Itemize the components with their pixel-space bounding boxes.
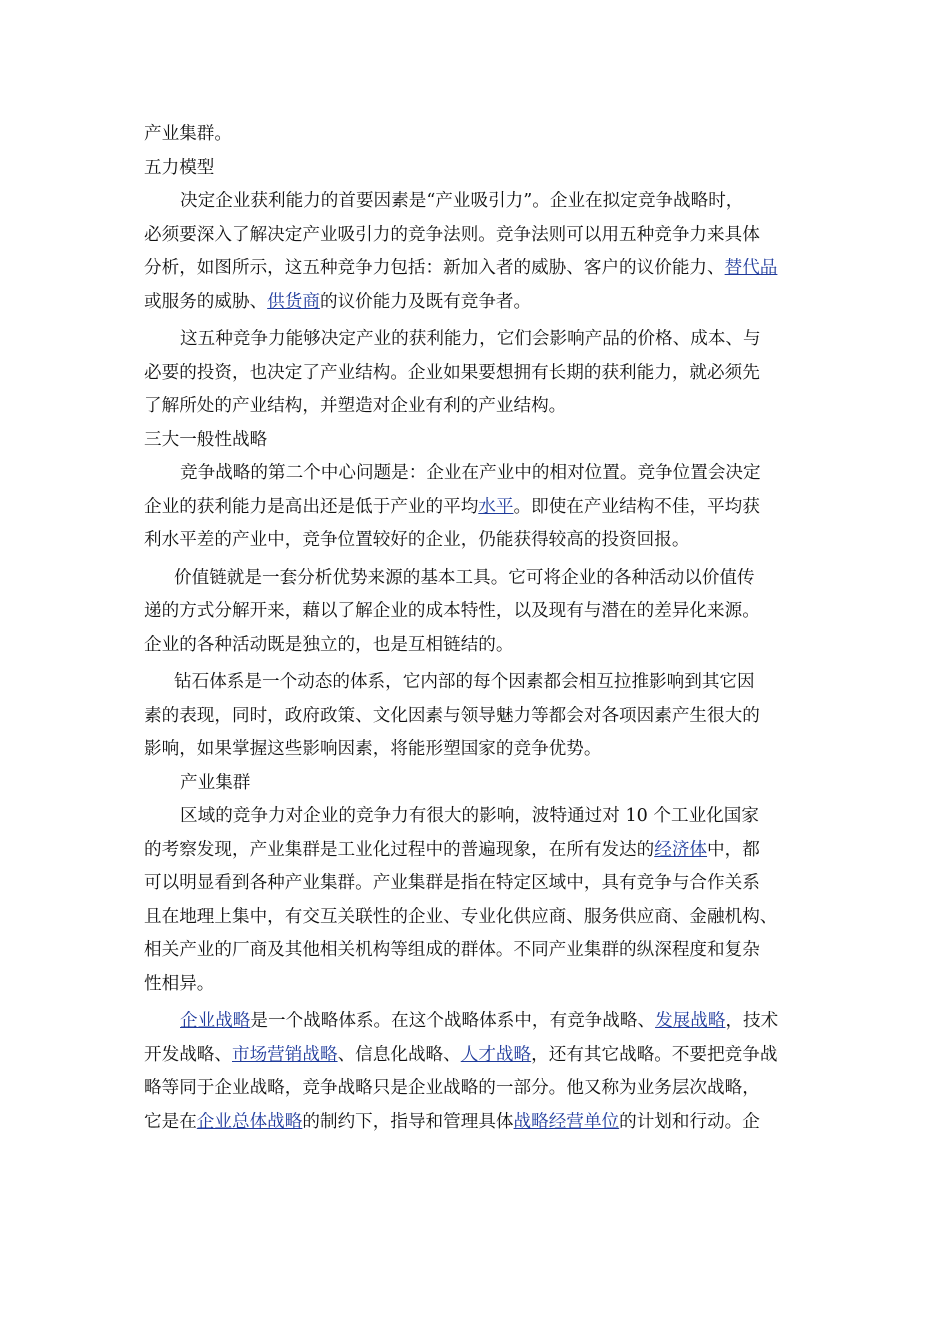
text-span: 、信息化战略、	[337, 1044, 461, 1065]
section-heading-five-forces: 五力模型	[144, 157, 215, 178]
text-line	[144, 252, 808, 286]
text-line: 相关产业的厂商及其他相关机构等组成的群体。不同产业集群的纵深程度和复杂	[144, 940, 760, 960]
text-span: ，还有其它战略。不要把竞争战	[531, 1044, 778, 1065]
text-span: 分析，如图所示，这五种竞争力包括：新加入者的威胁、客户的议价能力、	[144, 258, 725, 278]
text-line	[144, 1005, 808, 1039]
text-line: 决定企业获利能力的首要因素是“产业吸引力”。企业在拟定竞争战略时，	[180, 191, 744, 211]
text-line: 产业集群。	[144, 124, 232, 144]
text-line: 递的方式分解开来，藉以了解企业的成本特性，以及现有与潜在的差异化来源。	[144, 601, 760, 621]
link-economy[interactable]: 经济体	[654, 839, 708, 860]
text-span: 企业的获利能力是高出还是低于产业的平均	[144, 496, 479, 517]
link-overall-strategy[interactable]: 企业总体战略	[196, 1111, 303, 1132]
text-span: 的计划和行动。企	[619, 1111, 760, 1132]
link-substitute[interactable]: 替代品	[724, 258, 778, 278]
text-line	[144, 1039, 808, 1073]
text-span: 的考察发现，产业集群是工业化过程中的普遍现象，在所有发达的	[144, 839, 655, 860]
text-span: 。即使在产业结构不佳，平均获	[513, 496, 760, 517]
section-heading-cluster: 产业集群	[180, 772, 251, 793]
section-heading-three-strategies: 三大一般性战略	[144, 429, 268, 450]
link-level[interactable]: 水平	[478, 496, 514, 517]
text-line: 素的表现，同时，政府政策、文化因素与领导魅力等都会对各项因素产生很大的	[144, 705, 760, 726]
text-line: 可以明显看到各种产业集群。产业集群是指在特定区域中，具有竞争与合作关系	[144, 873, 760, 893]
text-line: 略等同于企业战略，竞争战略只是企业战略的一部分。他又称为业务层次战略，	[144, 1078, 760, 1098]
link-talent-strategy[interactable]: 人才战略	[460, 1044, 532, 1065]
text-line: 企业的各种活动既是独立的，也是互相链结的。	[144, 634, 514, 655]
paragraph-diamond-model	[144, 666, 808, 767]
text-line	[144, 491, 808, 525]
text-line: 这五种竞争力能够决定产业的获利能力，它们会影响产品的价格、成本、与	[180, 329, 761, 349]
link-enterprise-strategy[interactable]: 企业战略	[180, 1011, 251, 1031]
paragraph-industry-cluster	[144, 800, 808, 1001]
text-span: 开发战略、	[144, 1044, 232, 1065]
text-line: 性相异。	[144, 973, 215, 994]
text-line	[144, 834, 808, 868]
paragraph-five-forces	[144, 185, 808, 319]
text-span: 的制约下，指导和管理具体	[302, 1111, 514, 1132]
text-span: 或服务的威胁、	[144, 291, 268, 312]
text-span: 中，都	[707, 839, 760, 860]
text-line	[144, 1106, 808, 1140]
link-supplier[interactable]: 供货商	[267, 291, 320, 312]
text-line: 了解所处的产业结构，并塑造对企业有利的产业结构。	[144, 396, 567, 416]
text-span: 它是在	[144, 1111, 197, 1132]
paragraph-value-chain	[144, 562, 808, 663]
link-development-strategy[interactable]: 发展战略	[655, 1011, 726, 1031]
text-line: 且在地理上集中，有交互关联性的企业、专业化供应商、服务供应商、金融机构、	[144, 906, 778, 927]
link-strategic-business-unit[interactable]: 战略经营单位	[513, 1111, 620, 1132]
paragraph-enterprise-strategy	[144, 1005, 808, 1139]
text-line: 影响，如果掌握这些影响因素，将能形塑国家的竞争优势。	[144, 739, 602, 759]
text-line: 必要的投资，也决定了产业结构。企业如果要想拥有长期的获利能力，就必须先	[144, 362, 760, 383]
text-line: 必须要深入了解决定产业吸引力的竞争法则。竞争法则可以用五种竞争力来具体	[144, 224, 760, 245]
text-line: 价值链就是一套分析优势来源的基本工具。它可将企业的各种活动以价值传	[174, 567, 755, 588]
document-page	[144, 118, 808, 1139]
text-line: 区域的竞争力对企业的竞争力有很大的影响，波特通过对 10 个工业化国家	[180, 806, 759, 826]
paragraph-competitive-position	[144, 457, 808, 558]
link-marketing-strategy[interactable]: 市场营销战略	[231, 1044, 338, 1065]
text-span: ，技术	[725, 1011, 779, 1031]
text-span: 的议价能力及既有竞争者。	[319, 291, 532, 312]
text-span: 是一个战略体系。在这个战略体系中，有竞争战略、	[250, 1011, 656, 1031]
text-line	[144, 286, 808, 320]
text-line: 钻石体系是一个动态的体系，它内部的每个因素都会相互拉推影响到其它因	[174, 672, 755, 692]
text-line: 利水平差的产业中，竞争位置较好的企业，仍能获得较高的投资回报。	[144, 530, 690, 550]
text-line: 竞争战略的第二个中心问题是：企业在产业中的相对位置。竞争位置会决定	[180, 463, 761, 483]
paragraph-industry-structure	[144, 323, 808, 424]
